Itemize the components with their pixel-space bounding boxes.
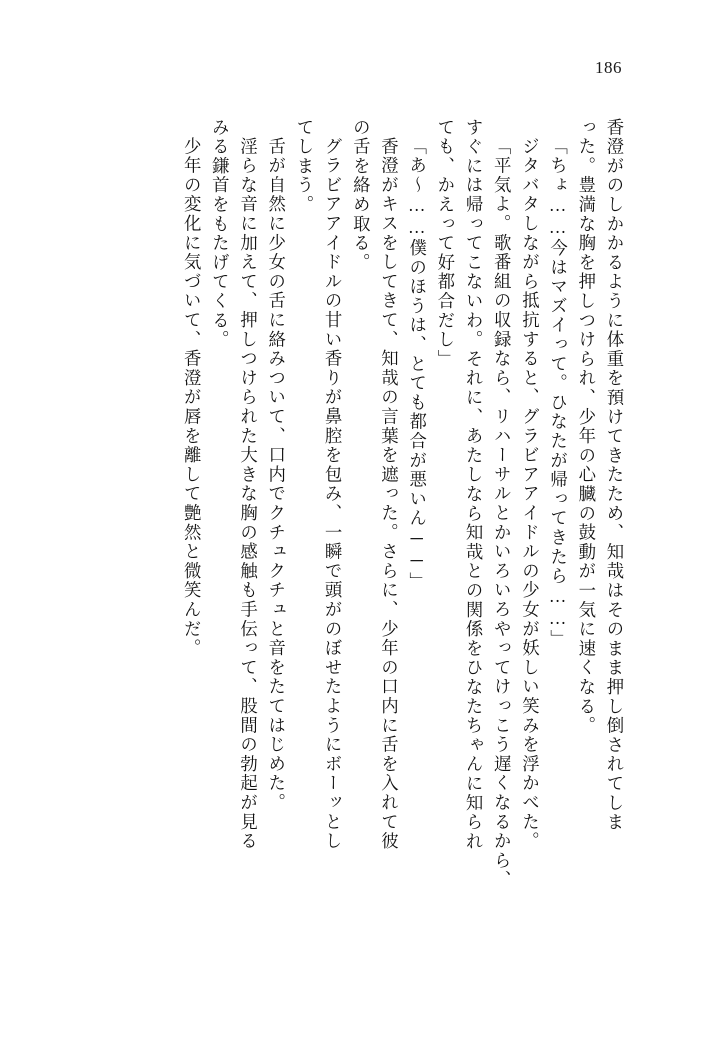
text-line: 舌が自然に少女の舌に絡みついて、口内でクチュクチュと音をたてはじめた。 bbox=[265, 137, 286, 813]
page-number: 186 bbox=[595, 58, 622, 77]
text-line: 香澄がキスをしてきて、知哉の言葉を遮った。さらに、少年の口内に舌を入れて彼 bbox=[378, 137, 399, 852]
text-line: の舌を絡め取る。 bbox=[350, 118, 371, 273]
text-line: ジタバタしながら抵抗すると、グラビアアイドルの少女が妖しい笑みを浮かべた。 bbox=[519, 137, 540, 852]
page-body-text bbox=[46, 118, 622, 998]
text-line: 「ちょ……今はマズイって。ひなたが帰ってきたら……」 bbox=[547, 137, 568, 650]
text-line: グラビアアイドルの甘い香りが鼻腔を包み、一瞬で頭がのぼせたようにボーッとし bbox=[322, 137, 343, 852]
text-line: 「平気よ。歌番組の収録なら、リハーサルとかいろいろやってけっこう遅くなるから、 bbox=[491, 137, 512, 890]
text-line: 香澄がのしかかるように体重を預けてきたため、知哉はそのまま押し倒されてしま bbox=[604, 118, 624, 833]
text-line: 少年の変化に気づいて、香澄が唇を離して艶然と微笑んだ。 bbox=[181, 137, 202, 659]
text-line: みる鎌首をもたげてくる。 bbox=[209, 118, 230, 350]
text-line: てしまう。 bbox=[293, 118, 314, 215]
text-line: ても、かえって好都合だし」 bbox=[434, 118, 455, 369]
text-line: 「あ～……僕のほうは、とても都合が悪いん──」 bbox=[406, 137, 427, 592]
text-line: 淫らな音に加えて、押しつけられた大きな胸の感触も手伝って、股間の勃起が見る bbox=[237, 137, 258, 852]
text-line: すぐには帰ってこないわ。それに、あたしなら知哉との関係をひなたちゃんに知られ bbox=[463, 118, 484, 852]
text-line: った。豊満な胸を押しつけられ、少年の心臓の鼓動が一気に速くなる。 bbox=[575, 118, 596, 736]
